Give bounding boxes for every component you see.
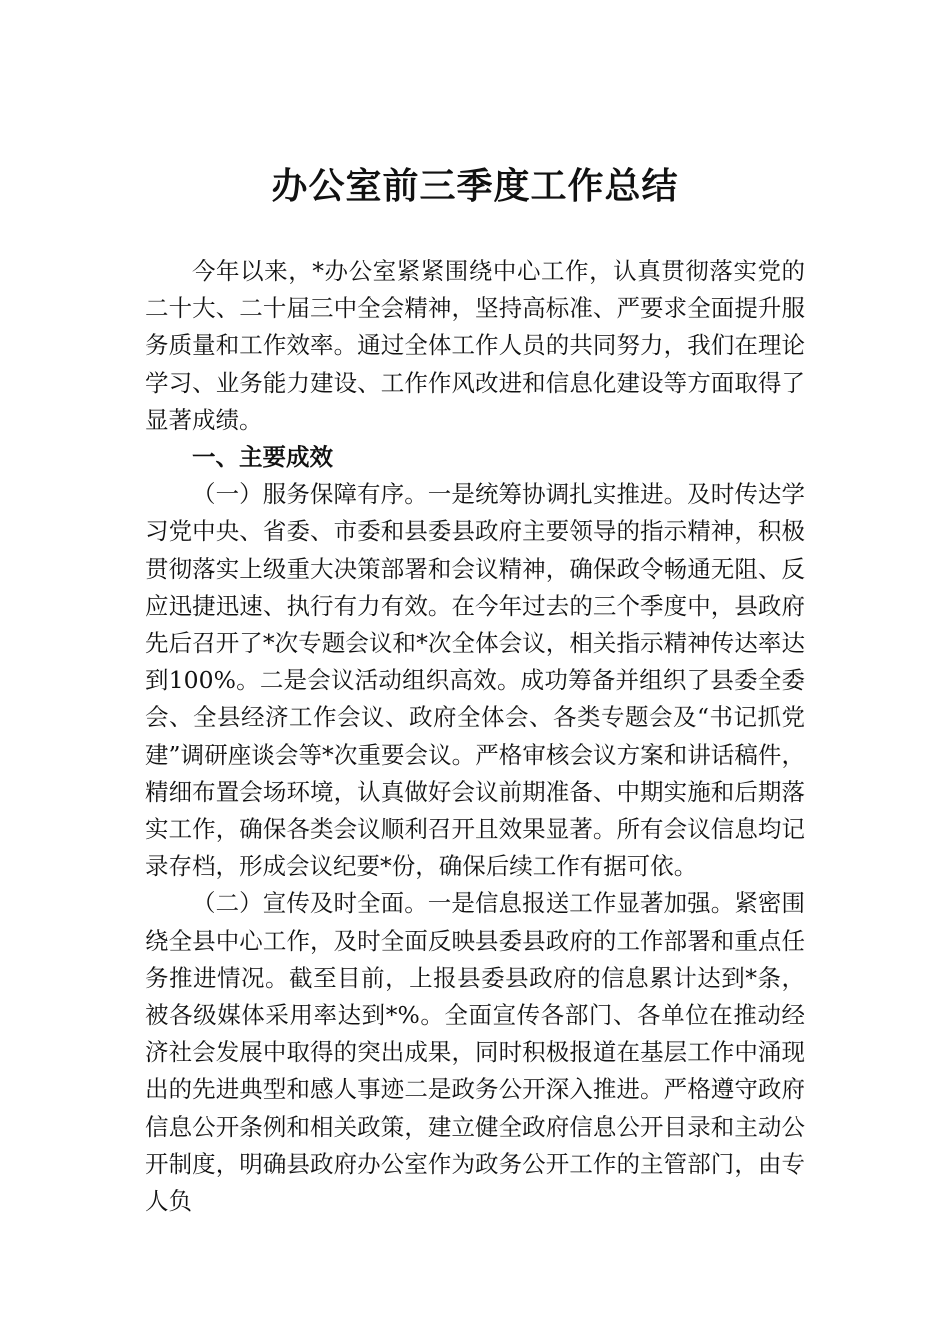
document-title: 办公室前三季度工作总结: [271, 165, 679, 207]
intro-paragraph: 今年以来，*办公室紧紧围绕中心工作，认真贯彻落实党的二十大、二十届三中全会精神，坚持高标准、严要求全面提升服务质量和工作效率。通过全体工作人员的共同努力，我们在理论学习、业务能力建设、工作作风改进和信息化建设等方面取得了显著成绩。: [145, 257, 805, 434]
section-heading-main-results: 一、主要成效: [192, 443, 333, 472]
document-body: [145, 253, 805, 1220]
paragraph-publicity: （二）宣传及时全面。一是信息报送工作显著加强。紧密围绕全县中心工作，及时全面反映县委县政府的工作部署和重点任务推进情况。截至目前，上报县委县政府的信息累计达到*条，被各级媒体采用率达到*%。全面宣传各部门、各单位在推动经济社会发展中取得的突出成果，同时积极报道在基层工作中涌现出的先进典型和感人事迹二是政务公开深入推进。严格遵守政府信息公开条例和相关政策，建立健全政府信息公开目录和主动公开制度，明确县政府办公室作为政务公开工作的主管部门，由专人负: [145, 889, 805, 1216]
paragraph-service-guarantee: （一）服务保障有序。一是统筹协调扎实推进。及时传达学习党中央、省委、市委和县委县政府主要领导的指示精神，积极贯彻落实上级重大决策部署和会议精神，确保政令畅通无阻、反应迅捷迅速、执行有力有效。在今年过去的三个季度中，县政府先后召开了*次专题会议和*次全体会议，相关指示精神传达率达到100%。二是会议活动组织高效。成功筹备并组织了县委全委会、全县经济工作会议、政府全体会、各类专题会及“书记抓党建”调研座谈会等*次重要会议。严格审核会议方案和讲话稿件，精细布置会场环境，认真做好会议前期准备、中期实施和后期落实工作，确保各类会议顺利召开且效果显著。所有会议信息均记录存档，形成会议纪要*份，确保后续工作有据可依。: [145, 480, 805, 881]
